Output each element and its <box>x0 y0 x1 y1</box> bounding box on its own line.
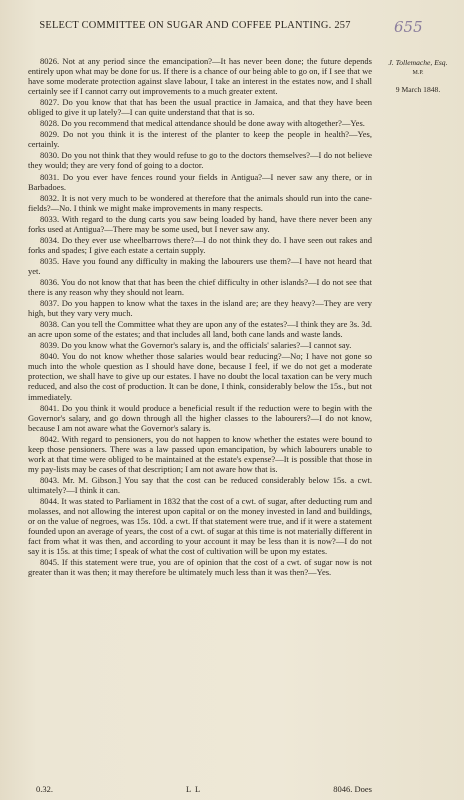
testimony-date: 9 March 1848. <box>395 85 441 94</box>
paragraph: 8033. With regard to the dung carts you saw being loaded by hand, have there never been any forks used at Antigua?—There may be some used, but I never saw any. <box>28 213 372 234</box>
paragraph: 8031. Do you ever have fences round your fields in Antigua?—I never saw any there, or in Barbadoes. <box>28 171 372 192</box>
handwritten-folio-number: 655 <box>394 18 423 36</box>
footer-sheet-number: 0.32. <box>36 784 53 794</box>
paragraph: 8040. You do not know whether those salaries would bear reducing?—No; I have not gone so much into the whole question as I should have done, because I feel, if we do not get a moderate protection, we shall have to give up our estates. I have no doubt the local taxation can be very much reduced, and also the cost of production. It can be done, I think, considerably below the 15s., but not immediately. <box>28 351 372 402</box>
paragraph: 8043. Mr. M. Gibson.] You say that the cost can be reduced considerably below 15s. a cwt. ultimately?—I think it can. <box>28 474 372 495</box>
paragraph: 8039. Do you know what the Governor's salary is, and the officials' salaries?—I cannot say. <box>40 340 352 351</box>
testimony-body <box>28 56 372 578</box>
paragraph: 8037. Do you happen to know what the taxes in the island are; are they heavy?—They are very high, but they vary very much. <box>28 298 372 319</box>
page-number: 257 <box>334 20 351 31</box>
footer-signature-mark: L L <box>186 784 202 794</box>
footer-catchword: 8046. Does <box>333 784 372 794</box>
page-footer <box>28 784 372 796</box>
paragraph: 8038. Can you tell the Committee what they are upon any of the estates?—I think they are 3s. 3d. an acre upon some of the estates; and that includes all land, both cane lands and waste lands. <box>28 319 372 340</box>
witness-name: J. Tollemache, Esq. <box>388 58 448 67</box>
paragraph: 8027. Do you know that that has been the usual practice in Jamaica, and that they have been obliged to give it up lately?—I can quite understand that that is so. <box>28 97 372 118</box>
paragraph: 8042. With regard to pensioners, you do not happen to know whether the estates were bound to keep those pensioners. There was a law passed upon emancipation, by which labourers unable to work at that time were obliged to be maintained at the estate's expense?—It is possible that those in my pay-lists may be cases of that description; I am not aware how that is. <box>28 433 372 474</box>
margin-note <box>376 58 460 95</box>
paragraph: 8030. Do you not think that they would refuse to go to the doctors themselves?—I do not believe they would; they are very fond of going to a doctor. <box>28 150 372 171</box>
paragraph: 8028. Do you recommend that medical attendance should be done away with altogether?—Yes. <box>40 118 365 129</box>
paragraph: 8034. Do they ever use wheelbarrows there?—I do not think they do. I have seen out rakes and forks and spades; I give each estate a certain supply. <box>28 234 372 255</box>
paragraph: 8044. It was stated to Parliament in 1832 that the cost of a cwt. of sugar, after deducting rum and molasses, and not allowing the interest upon capital or on the money invested in land and buildings, or on the value of negroes, was 15s. 10d. a cwt. If that statement were true, and if it were a statement founded upon an average of years, the cost of a cwt. of sugar at this time is not materially different in fact from what it was then, and according to your account it may be less than it is now?—I do not say it is 15s. at this time; I speak of what the cost of cultivation will be upon my estates. <box>28 495 372 557</box>
paragraph: 8029. Do not you think it is the interest of the planter to keep the people in health?—Yes, certainly. <box>28 129 372 150</box>
running-title: SELECT COMMITTEE ON SUGAR AND COFFEE PLANTING. <box>39 20 332 31</box>
paragraph: 8036. You do not know that that has been the chief difficulty in other islands?—I do not see that there is any reason why they should not learn. <box>28 276 372 298</box>
paragraph: 8035. Have you found any difficulty in making the labourers use them?—I have not heard that yet. <box>28 255 372 276</box>
paragraph: 8045. If this statement were true, you are of opinion that the cost of a cwt. of sugar now is not greater than it was then; it may therefore be ultimately much less than it was then?—Yes. <box>28 557 372 578</box>
running-header <box>30 20 360 31</box>
paragraph: 8032. It is not very much to be wondered at therefore that the animals should run into the cane-fields?—No. I think we might make improvements in many respects. <box>28 192 372 213</box>
paragraph: 8041. Do you think it would produce a beneficial result if the reduction were to begin with the Governor's salary, and go down through all the higher classes to the labourers?—I do not know, because I am not aware what the Governor's salary is. <box>28 402 372 433</box>
paragraph: 8026. Not at any period since the emancipation?—It has never been done; the future depends entirely upon what may be done for us. If there is a chance of our being able to go on, if I see that we have some moderate protection against slave labour, I take an interest in the estates now, and I shall certainly see if I cannot carry out improvements to a much greater extent. <box>28 56 372 97</box>
witness-suffix: M.P. <box>412 70 424 76</box>
